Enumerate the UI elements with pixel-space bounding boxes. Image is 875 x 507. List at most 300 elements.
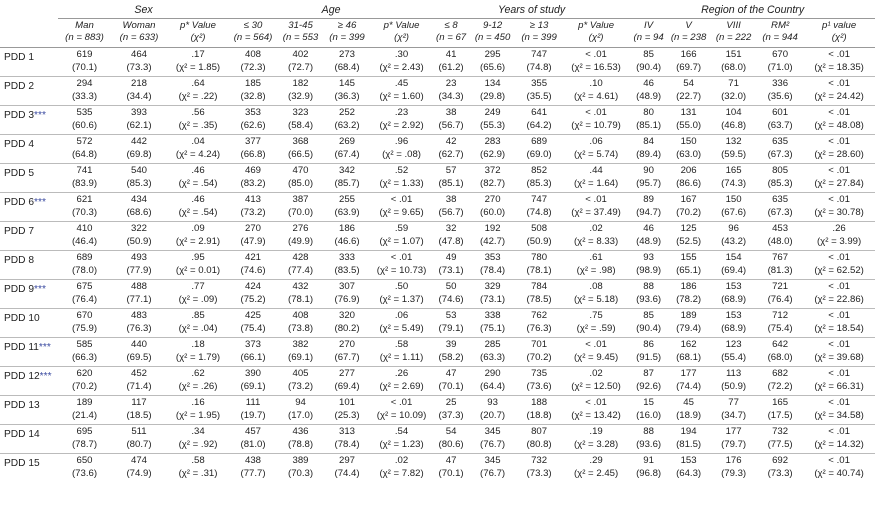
cell-percent: (73.3): [526, 468, 552, 479]
table-cell: [433, 338, 469, 367]
table-cell: [516, 396, 562, 425]
cell-percent: (75.4): [240, 323, 266, 334]
table-cell: [111, 367, 167, 396]
table-cell: [111, 193, 167, 222]
table-cell: [167, 367, 229, 396]
cell-percent: (77.9): [126, 265, 152, 276]
cell-percent: (68.6): [126, 207, 152, 218]
cell-percent: (35.6): [767, 91, 793, 102]
cell-percent: (34.4): [126, 91, 152, 102]
cell-percent: (83.5): [334, 265, 360, 276]
cell-count: 123: [725, 339, 742, 350]
cell-percent: (83.9): [71, 178, 98, 189]
cell-percent: (76.7): [480, 468, 506, 479]
cell-count: .75: [589, 310, 603, 321]
cell-count: 49: [445, 252, 457, 263]
cell-count: < .01: [828, 281, 850, 292]
cell-percent: (74.6): [240, 265, 266, 276]
table-cell: [469, 77, 516, 106]
cell-count: 91: [643, 455, 654, 466]
table-cell: [58, 425, 111, 454]
table-cell: [229, 48, 277, 77]
table-cell: [167, 222, 229, 251]
cell-percent: (43.2): [721, 236, 747, 247]
cell-count: .19: [589, 426, 603, 437]
cell-count: < .01: [390, 397, 413, 408]
cell-percent: (χ² = 13.42): [571, 410, 621, 421]
cell-count: 252: [339, 107, 356, 118]
cell-percent: (76.4): [767, 294, 793, 305]
table-cell: [370, 425, 433, 454]
table-cell: [111, 309, 167, 338]
table-cell: [229, 135, 277, 164]
column-header-label: p¹ value: [822, 20, 857, 31]
table-cell: [562, 454, 630, 483]
cell-percent: (62.7): [438, 149, 464, 160]
table-cell: [324, 193, 370, 222]
cell-count: 167: [680, 194, 697, 205]
cell-percent: (60.0): [480, 207, 506, 218]
cell-percent: (46.4): [71, 236, 98, 247]
table-cell: [58, 77, 111, 106]
table-cell: [58, 222, 111, 251]
cell-percent: (69.8): [126, 149, 152, 160]
cell-percent: (χ² = 28.60): [814, 149, 864, 160]
row-label: [0, 425, 58, 454]
cell-count: 440: [130, 339, 147, 350]
cell-count: .64: [191, 78, 205, 89]
cell-percent: (χ² = 2.45): [573, 468, 619, 479]
cell-count: 712: [772, 310, 789, 321]
table-body: [0, 48, 875, 483]
table-cell: [667, 164, 710, 193]
cell-count: 721: [772, 281, 789, 292]
row-label: [0, 396, 58, 425]
cell-percent: (74.8): [526, 62, 552, 73]
cell-percent: (χ² = 2.69): [379, 381, 424, 392]
table-cell: [562, 338, 630, 367]
table-cell: [710, 367, 757, 396]
cell-count: .46: [191, 165, 205, 176]
cell-percent: (55.4): [721, 352, 747, 363]
table-cell: [370, 222, 433, 251]
table-row: [0, 135, 875, 164]
cell-count: 186: [339, 223, 356, 234]
row-label: [0, 338, 58, 367]
cell-count: 336: [772, 78, 789, 89]
cell-percent: (18.5): [126, 410, 152, 421]
table-cell: [667, 193, 710, 222]
table-cell: [229, 77, 277, 106]
cell-percent: (χ² = 9.45): [573, 352, 619, 363]
table-cell: [111, 251, 167, 280]
cell-count: 71: [728, 78, 739, 89]
table-cell: [710, 425, 757, 454]
column-header-label: ≥ 13: [529, 20, 549, 31]
row-label: [0, 280, 58, 309]
cell-percent: (68.4): [334, 62, 360, 73]
cell-count: 333: [339, 252, 356, 263]
cell-percent: (85.7): [334, 178, 360, 189]
cell-count: 619: [76, 49, 93, 60]
cell-count: .06: [394, 310, 409, 321]
table-cell: [469, 454, 516, 483]
table-cell: [516, 222, 562, 251]
cell-count: .50: [394, 281, 409, 292]
cell-count: < .01: [828, 136, 850, 147]
cell-count: 741: [76, 165, 93, 176]
significance-asterisks: ***: [34, 284, 46, 295]
column-header: [324, 19, 370, 48]
cell-percent: (69.1): [240, 381, 266, 392]
cell-percent: (78.4): [480, 265, 506, 276]
cell-percent: (χ² = 2.92): [379, 120, 424, 131]
cell-percent: (χ² = 22.86): [814, 294, 864, 305]
table-cell: [710, 338, 757, 367]
table-cell: [58, 367, 111, 396]
significance-asterisks: ***: [34, 197, 46, 208]
cell-count: < .01: [585, 339, 607, 350]
table-cell: [469, 164, 516, 193]
table-cell: [111, 48, 167, 77]
cell-percent: (χ² = 7.82): [379, 468, 424, 479]
table-cell: [667, 135, 710, 164]
cell-percent: (χ² = .54): [178, 178, 218, 189]
cell-percent: (χ² = 2.91): [175, 236, 221, 247]
table-cell: [667, 309, 710, 338]
cell-percent: (16.0): [636, 410, 662, 421]
cell-count: 194: [680, 426, 697, 437]
table-row: [0, 164, 875, 193]
cell-percent: (69.7): [676, 62, 702, 73]
cell-count: 353: [245, 107, 262, 118]
cell-count: .46: [191, 194, 205, 205]
cell-count: 80: [643, 107, 654, 118]
table-cell: [469, 193, 516, 222]
cell-count: < .01: [585, 107, 607, 118]
cell-count: 585: [76, 339, 93, 350]
cell-count: .61: [589, 252, 603, 263]
cell-percent: (85.0): [288, 178, 314, 189]
column-header: [757, 19, 803, 48]
cell-percent: (33.3): [71, 91, 98, 102]
table-cell: [277, 135, 324, 164]
cell-count: 635: [772, 194, 789, 205]
cell-percent: (76.9): [334, 294, 360, 305]
row-label-text: PDD 1: [4, 52, 35, 63]
cell-count: 675: [76, 281, 93, 292]
table-cell: [710, 164, 757, 193]
column-header-n: (χ²): [394, 32, 409, 43]
table-cell: [277, 280, 324, 309]
table-cell: [469, 367, 516, 396]
cell-count: 88: [643, 281, 654, 292]
column-header-n: (χ²): [190, 32, 206, 43]
cell-percent: (56.7): [438, 207, 464, 218]
row-label-text: PDD 3: [4, 110, 35, 121]
table-cell: [433, 106, 469, 135]
cell-count: 93: [487, 397, 498, 408]
cell-count: < .01: [828, 78, 850, 89]
column-header-label: ≤ 30: [243, 20, 263, 31]
cell-count: 408: [292, 310, 309, 321]
cell-percent: (χ² = .22): [178, 91, 218, 102]
column-header: [469, 19, 516, 48]
cell-count: 601: [772, 107, 789, 118]
cell-count: 153: [680, 455, 697, 466]
cell-percent: (75.4): [767, 323, 793, 334]
cell-count: 852: [531, 165, 548, 176]
table-cell: [803, 425, 875, 454]
table-cell: [167, 106, 229, 135]
cell-percent: (χ² = 1.79): [175, 352, 221, 363]
table-row: [0, 396, 875, 425]
cell-percent: (83.2): [240, 178, 266, 189]
cell-percent: (75.9): [71, 323, 98, 334]
cell-percent: (78.7): [71, 439, 98, 450]
cell-percent: (72.2): [767, 381, 793, 392]
cell-percent: (64.2): [526, 120, 552, 131]
cell-percent: (34.7): [721, 410, 747, 421]
column-header-n: (n = 94: [633, 32, 664, 43]
table-row: [0, 251, 875, 280]
cell-percent: (20.7): [480, 410, 506, 421]
table-row: [0, 48, 875, 77]
cell-percent: (91.5): [636, 352, 662, 363]
cell-count: 151: [725, 49, 742, 60]
table-cell: [710, 106, 757, 135]
column-header-n: (χ²): [831, 32, 847, 43]
cell-percent: (χ² = 1.23): [379, 439, 424, 450]
cell-percent: (χ² = 12.50): [571, 381, 621, 392]
column-header: [58, 19, 111, 48]
cell-count: 94: [295, 397, 306, 408]
table-cell: [167, 135, 229, 164]
cell-count: 176: [725, 455, 742, 466]
cell-percent: (χ² = 40.74): [814, 468, 864, 479]
table-cell: [516, 251, 562, 280]
cell-percent: (62.1): [126, 120, 152, 131]
cell-count: .02: [394, 455, 409, 466]
column-header: [111, 19, 167, 48]
cell-percent: (55.3): [480, 120, 506, 131]
cell-percent: (96.8): [636, 468, 662, 479]
table-cell: [630, 222, 667, 251]
cell-percent: (χ² = 62.52): [814, 265, 864, 276]
column-header: [277, 19, 324, 48]
column-header-n: (n = 564): [233, 32, 273, 43]
table-cell: [277, 367, 324, 396]
cell-count: 85: [643, 49, 654, 60]
cell-percent: (73.1): [438, 265, 464, 276]
row-label-text: PDD 7: [4, 226, 35, 237]
cell-percent: (74.3): [721, 178, 747, 189]
cell-percent: (37.3): [438, 410, 464, 421]
row-label-text: PDD 12: [4, 371, 40, 382]
table-cell: [111, 135, 167, 164]
cell-count: .08: [589, 281, 603, 292]
cell-percent: (74.9): [126, 468, 152, 479]
cell-percent: (78.1): [288, 294, 314, 305]
table-cell: [58, 135, 111, 164]
cell-percent: (63.9): [334, 207, 360, 218]
table-row: [0, 77, 875, 106]
cell-percent: (χ² = 5.49): [379, 323, 424, 334]
cell-count: .54: [394, 426, 409, 437]
table-cell: [229, 309, 277, 338]
cell-percent: (78.1): [526, 265, 552, 276]
cell-count: 432: [292, 281, 309, 292]
cell-count: 54: [683, 78, 694, 89]
table-cell: [229, 425, 277, 454]
cell-percent: (48.0): [767, 236, 793, 247]
cell-count: .18: [191, 339, 205, 350]
table-cell: [277, 222, 324, 251]
table-cell: [757, 77, 803, 106]
significance-asterisks: ***: [39, 371, 52, 382]
cell-percent: (68.0): [721, 62, 747, 73]
table-row: [0, 106, 875, 135]
table-cell: [324, 222, 370, 251]
cell-count: 23: [445, 78, 457, 89]
table-cell: [277, 454, 324, 483]
cell-percent: (61.2): [438, 62, 464, 73]
cell-percent: (49.9): [288, 236, 314, 247]
cell-count: 25: [445, 397, 457, 408]
table-cell: [516, 367, 562, 396]
cell-count: 131: [680, 107, 697, 118]
cell-count: 53: [445, 310, 457, 321]
table-cell: [803, 135, 875, 164]
cell-percent: (67.4): [334, 149, 360, 160]
table-cell: [757, 135, 803, 164]
cell-percent: (73.3): [126, 62, 152, 73]
table-cell: [757, 338, 803, 367]
table-cell: [433, 454, 469, 483]
table-cell: [229, 193, 277, 222]
cell-percent: (72.7): [288, 62, 314, 73]
cell-percent: (χ² = .98): [576, 265, 616, 276]
cell-count: 47: [445, 455, 457, 466]
cell-percent: (77.4): [288, 265, 314, 276]
table-cell: [229, 396, 277, 425]
table-cell: [667, 338, 710, 367]
cell-count: 410: [76, 223, 93, 234]
cell-percent: (χ² = 1.33): [379, 178, 424, 189]
table-cell: [516, 193, 562, 222]
cell-percent: (χ² = 1.64): [573, 178, 619, 189]
cell-count: 389: [292, 455, 309, 466]
cell-count: 218: [130, 78, 147, 89]
table-cell: [667, 222, 710, 251]
table-cell: [229, 280, 277, 309]
table-cell: [167, 454, 229, 483]
cell-count: .10: [589, 78, 603, 89]
table-cell: [803, 396, 875, 425]
cell-percent: (18.9): [676, 410, 702, 421]
cell-count: 153: [725, 310, 742, 321]
cell-percent: (73.1): [480, 294, 506, 305]
cell-count: .44: [589, 165, 603, 176]
cell-count: 77: [728, 397, 739, 408]
cell-percent: (χ² = .35): [178, 120, 218, 131]
cell-count: 747: [531, 194, 548, 205]
cell-percent: (34.3): [438, 91, 464, 102]
cell-count: 452: [130, 368, 147, 379]
table-cell: [630, 396, 667, 425]
cell-count: .96: [394, 136, 409, 147]
cell-count: 692: [772, 455, 789, 466]
cell-count: 188: [531, 397, 548, 408]
column-header-label: VIII: [726, 20, 741, 31]
table-cell: [562, 135, 630, 164]
cell-percent: (32.0): [721, 91, 747, 102]
cell-count: 408: [245, 49, 262, 60]
cell-count: .58: [394, 339, 409, 350]
cell-percent: (76.3): [126, 323, 152, 334]
table-cell: [710, 77, 757, 106]
table-cell: [562, 164, 630, 193]
cell-percent: (89.4): [636, 149, 662, 160]
cell-percent: (χ² = 10.73): [376, 265, 427, 276]
column-header: [229, 19, 277, 48]
cell-percent: (48.9): [636, 91, 662, 102]
table-cell: [516, 164, 562, 193]
table-cell: [562, 193, 630, 222]
cell-percent: (80.7): [126, 439, 152, 450]
table-cell: [803, 454, 875, 483]
cell-percent: (79.1): [438, 323, 464, 334]
cell-percent: (64.8): [71, 149, 98, 160]
cell-percent: (90.4): [636, 323, 662, 334]
cell-count: 117: [131, 397, 147, 408]
cell-percent: (χ² = .92): [178, 439, 218, 450]
column-header-label: RM²: [771, 20, 790, 31]
column-header-label: Man: [75, 20, 94, 31]
table-cell: [516, 338, 562, 367]
table-cell: [469, 425, 516, 454]
cell-count: 689: [531, 136, 548, 147]
table-cell: [562, 309, 630, 338]
table-cell: [167, 338, 229, 367]
table-cell: [58, 106, 111, 135]
table-cell: [630, 338, 667, 367]
column-header-n: (n = 67: [436, 32, 467, 43]
table-cell: [324, 251, 370, 280]
cell-count: 45: [683, 397, 694, 408]
table-cell: [469, 48, 516, 77]
column-header-n: (n = 944: [762, 32, 798, 43]
cell-percent: (74.8): [526, 207, 552, 218]
table-cell: [469, 338, 516, 367]
cell-count: 442: [130, 136, 147, 147]
cell-count: < .01: [828, 339, 850, 350]
cell-count: 249: [484, 107, 501, 118]
cell-percent: (82.7): [480, 178, 506, 189]
table-cell: [516, 309, 562, 338]
cell-count: 162: [680, 339, 697, 350]
table-cell: [324, 425, 370, 454]
table-cell: [433, 309, 469, 338]
table-row: [0, 454, 875, 483]
cell-count: 307: [339, 281, 356, 292]
table-cell: [277, 77, 324, 106]
row-label: [0, 309, 58, 338]
table-cell: [433, 251, 469, 280]
table-cell: [167, 77, 229, 106]
cell-count: 493: [130, 252, 147, 263]
row-label-text: PDD 2: [4, 81, 35, 92]
